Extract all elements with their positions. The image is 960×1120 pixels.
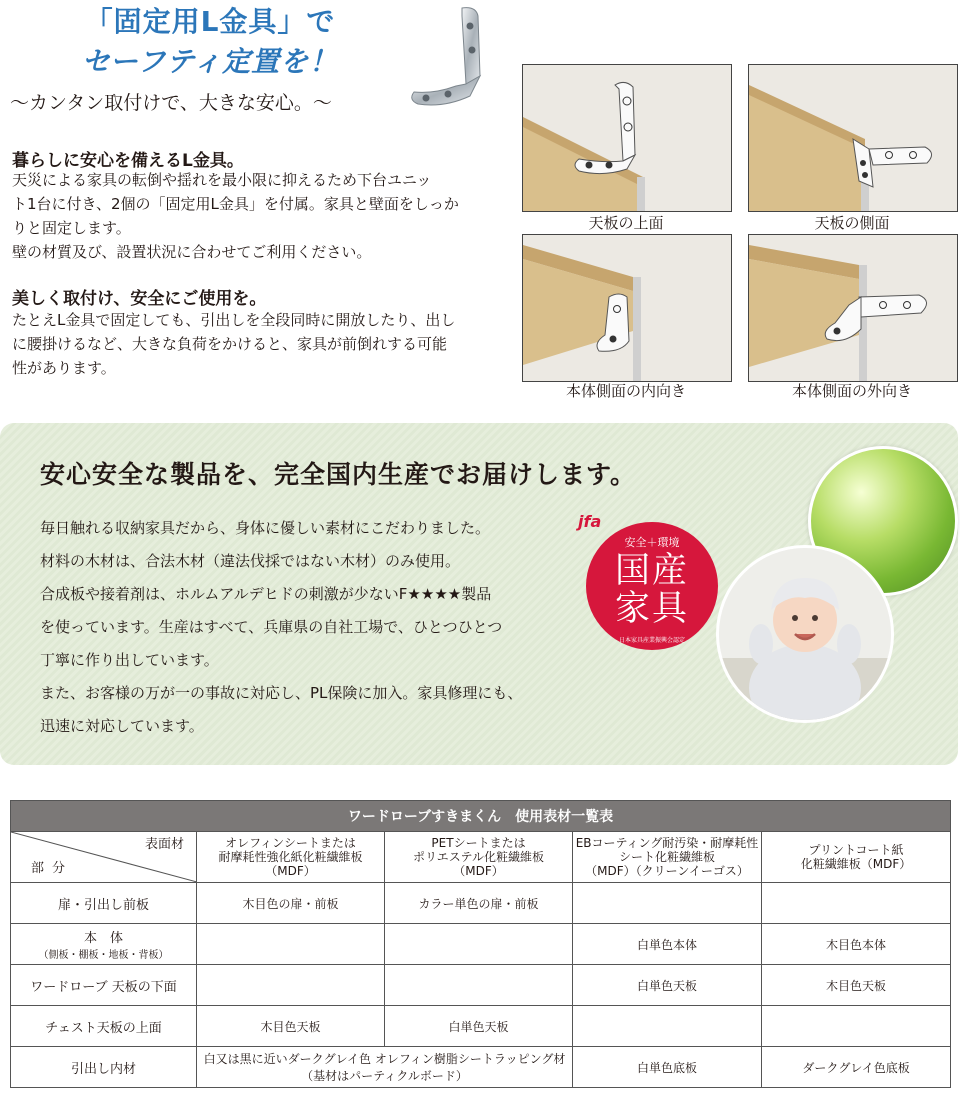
table-cell: 白単色底板 [573,1047,762,1088]
safety-line: を使っています。生産はすべて、兵庫県の自社工場で、ひとつひとつ [40,618,503,636]
header-line: 耐摩耗性強化紙化粧繊維板 [218,850,363,864]
section1-heading: 暮らしに安心を備えるL金具。 [12,151,244,171]
header-line: （MDF）（クリーンイーゴス） [585,864,749,878]
column-header [762,832,951,883]
badge-main-line: 家具 [614,589,689,629]
badge-top-text: 安全＋環境 [624,536,680,549]
row-label: ワードローブ 天板の下面 [11,965,197,1006]
diagram-body-inward [522,234,732,382]
table-corner-cell [11,832,197,883]
materials-table [10,800,951,1088]
section1-line: 天災による家具の転倒や揺れを最小限に抑えるため下台ユニッ [12,171,432,189]
caption-top-side: 天板の側面 [814,214,890,232]
section2-text [12,308,520,380]
header-line: PETシートまたは [431,836,526,850]
header-line: （MDF） [453,864,504,878]
merged-line: （基材はパーティクルボード） [301,1069,468,1083]
section2-line: たとえL金具で固定しても、引出しを全段同時に開放したり、出し [12,311,456,329]
header-line: 化粧繊維板（MDF） [800,857,912,871]
corner-surface-label: 表面材 [144,837,184,852]
section2-line: 性があります。 [12,359,116,377]
section1-line: 壁の材質及び、設置状況に合わせてご利用ください。 [12,243,372,261]
baby-photo [716,545,894,723]
table-title: ワードローブすきまくん 使用表材一覧表 [11,801,951,832]
caption-body-inward: 本体側面の内向き [565,382,686,400]
headline-line2: セーフティ定置を！ [81,45,339,78]
diagram-body-outward [748,234,958,382]
row-label-main: 本 体 [83,931,123,946]
table-cell: 木目色天板 [762,965,951,1006]
badge-ring-text: 日本家具産業振興会認定 [618,637,685,644]
table-cell [197,924,385,965]
table-cell: 白単色天板 [573,965,762,1006]
header-line: EBコーティング耐汚染・耐摩耗性 [575,836,759,850]
row-label: チェスト天板の上面 [11,1006,197,1047]
diagram-top-side [748,64,958,212]
headline-line1: 「固定用L金具」で [84,5,336,38]
column-header [573,832,762,883]
header-line: （MDF） [265,864,316,878]
table-cell [385,924,573,965]
safety-line: 丁寧に作り出しています。 [40,651,219,669]
merged-line: 白又は黒に近いダークグレイ色 オレフィン樹脂シートラッピング材 [203,1052,566,1066]
table-cell [197,965,385,1006]
header-line: ポリエステル化粧繊維板 [413,850,544,864]
table-cell: カラー単色の扉・前板 [385,883,573,924]
column-header [197,832,385,883]
row-label [11,924,197,965]
header-line: オレフィンシートまたは [225,836,356,850]
caption-body-outward: 本体側面の外向き [791,382,912,400]
caption-top-surface: 天板の上面 [588,214,664,232]
section1-text [12,168,520,264]
l-bracket-image [404,4,494,116]
table-cell: 木目色の扉・前板 [197,883,385,924]
safety-section-body [40,512,600,743]
table-row [11,1047,951,1088]
diagram-top-surface [522,64,732,212]
header-line: プリントコート紙 [808,843,904,857]
corner-part-label: 部分 [31,861,74,876]
table-row [11,965,951,1006]
safety-line: 迅速に対応しています。 [40,717,204,735]
table-cell: 白単色本体 [573,924,762,965]
safety-line: 毎日触れる収納家具だから、身体に優しい素材にこだわりました。 [40,519,491,537]
header-line: シート化粧繊維板 [618,850,715,864]
table-cell [573,883,762,924]
table-row [11,883,951,924]
table-cell [385,965,573,1006]
jfa-logo: jfa [578,512,602,531]
row-label-sub: （側板・棚板・地板・背板） [38,950,169,961]
subline: ～カンタン取付けで、大きな安心。～ [10,92,332,114]
row-label: 引出し内材 [11,1047,197,1088]
table-cell-merged [197,1047,573,1088]
badge-main-text [586,552,718,628]
section2-line: に腰掛けるなど、大きな負荷をかけると、家具が前倒れする可能 [12,335,448,353]
table-cell: 木目色天板 [197,1006,385,1047]
section1-line: りと固定します。 [12,219,131,237]
table-cell: 木目色本体 [762,924,951,965]
safety-line: また、お客様の万が一の事故に対応し、PL保険に加入。家具修理にも、 [40,684,523,702]
table-cell [762,883,951,924]
safety-line: 合成板や接着剤は、ホルムアルデヒドの刺激が少ないF★★★★製品 [40,585,492,603]
table-row [11,924,951,965]
badge-main-line: 国産 [614,551,689,591]
table-cell: 白単色天板 [385,1006,573,1047]
safety-line: 材料の木材は、合法木材（違法伐採ではない木材）のみ使用。 [40,552,461,570]
column-header [385,832,573,883]
section1-line: ト1台に付き、2個の「固定用L金具」を付属。家具と壁面をしっか [12,195,459,213]
section2-heading: 美しく取付け、安全にご使用を。 [12,289,267,309]
table-cell: ダークグレイ色底板 [762,1047,951,1088]
table-cell [762,1006,951,1047]
table-cell [573,1006,762,1047]
safety-section-title: 安心安全な製品を、完全国内生産でお届けします。 [40,460,637,489]
table-row [11,1006,951,1047]
domestic-furniture-badge [586,522,718,650]
row-label: 扉・引出し前板 [11,883,197,924]
